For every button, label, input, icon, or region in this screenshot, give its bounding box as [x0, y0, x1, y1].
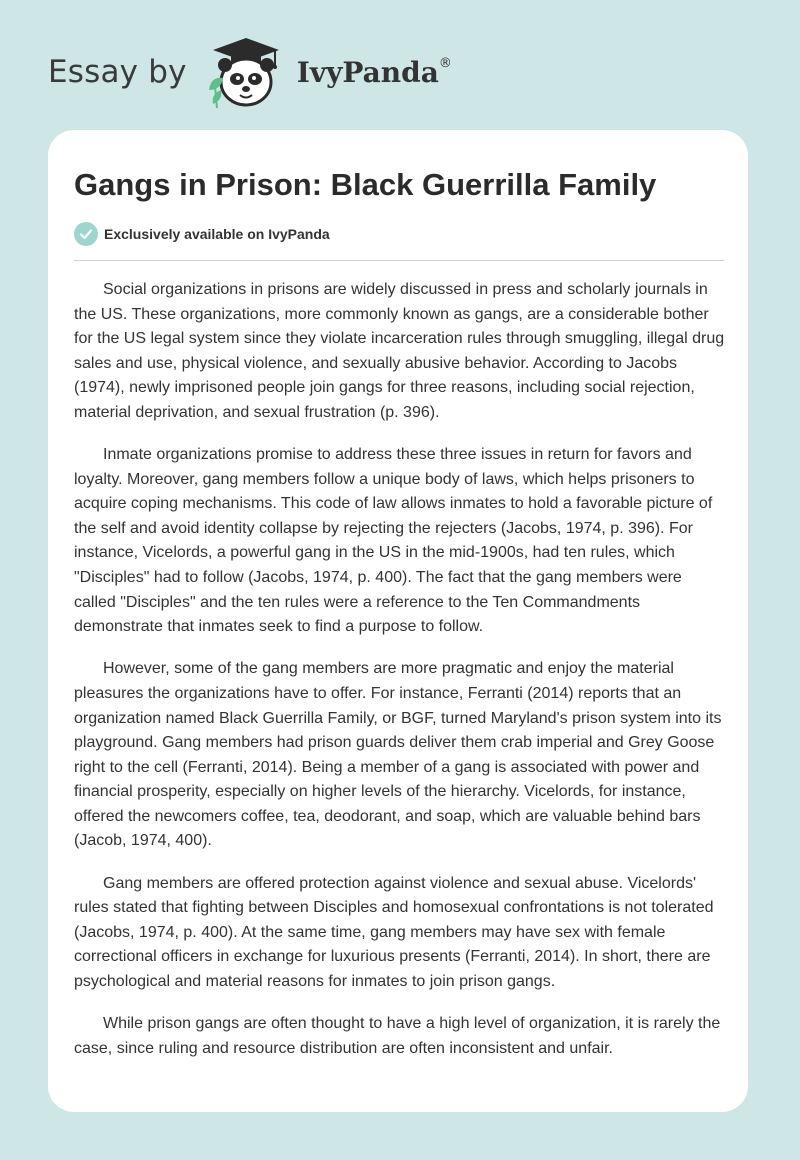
- page-title: Gangs in Prison: Black Guerrilla Family: [74, 167, 657, 202]
- exclusive-badge: [74, 222, 330, 246]
- site-header: [48, 32, 452, 112]
- ivypanda-logo-icon[interactable]: [201, 32, 291, 112]
- essay-by-label: Essay by: [48, 54, 187, 90]
- essay-body: [74, 278, 726, 1079]
- registered-mark: ®: [438, 56, 452, 72]
- paragraph: Inmate organizations promise to address these three issues in return for favors and loyalty. Moreover, gang members follow a unique body of laws, which helps prisoners to acquire coping mechanisms. This code of law allows inmates to hold a favorable picture of the self and avoid identity collapse by rejecting the rejecters (Jacobs, 1974, p. 396). For instance, Vicelords, a powerful gang in the US in the mid-1900s, had ten rules, which "Disciples" had to follow (Jacobs, 1974, p. 400). The fact that the gang members were called "Disciples" and the ten rules were a reference to the Ten Commandments demonstrate that inmates seek to find a purpose to follow.: [74, 446, 713, 636]
- exclusive-label: Exclusively available on IvyPanda: [104, 226, 330, 242]
- paragraph: However, some of the gang members are more pragmatic and enjoy the material pleasures the organizations have to offer. For instance, Ferranti (2014) reports that an organization named Black Guerrilla Family, or BGF, turned Maryland's prison system into its playground. Gang members had prison guards deliver them crab imperial and Grey Goose right to the cell (Ferranti, 2014). Being a member of a gang is associated with power and financial prosperity, especially on higher levels of the hierarchy. Vicelords, for instance, offered the newcomers coffee, tea, deodorant, and soap, which are valuable behind bars (Jacob, 1974, 400).: [74, 660, 722, 850]
- divider: [74, 260, 724, 261]
- brand-name: IvyPanda®: [296, 55, 452, 89]
- paragraph: Gang members are offered protection against violence and sexual abuse. Vicelords' rules stated that fighting between Disciples and homosexual confrontations is not tolerated (Jacobs, 1974, p. 400). At the same time, gang members may have sex with female correctional officers in exchange for luxurious presents (Ferranti, 2014). In short, there are psychological and material reasons for inmates to join prison gangs.: [74, 874, 714, 990]
- paragraph: While prison gangs are often thought to have a high level of organization, it is rarely the case, since ruling and resource distribution are often inconsistent and unfair.: [74, 1015, 721, 1057]
- checkmark-icon: [74, 222, 98, 246]
- essay-card: [48, 130, 748, 1112]
- paragraph: Social organizations in prisons are widely discussed in press and scholarly journals in the US. These organizations, more commonly known as gangs, are a considerable bother for the US legal system since they violate incarceration rules through smuggling, illegal drug sales and use, physical violence, and sexually abusive behavior. According to Jacobs (1974), newly imprisoned people join gangs for three reasons, including social rejection, material deprivation, and sexual frustration (p. 396).: [74, 281, 725, 421]
